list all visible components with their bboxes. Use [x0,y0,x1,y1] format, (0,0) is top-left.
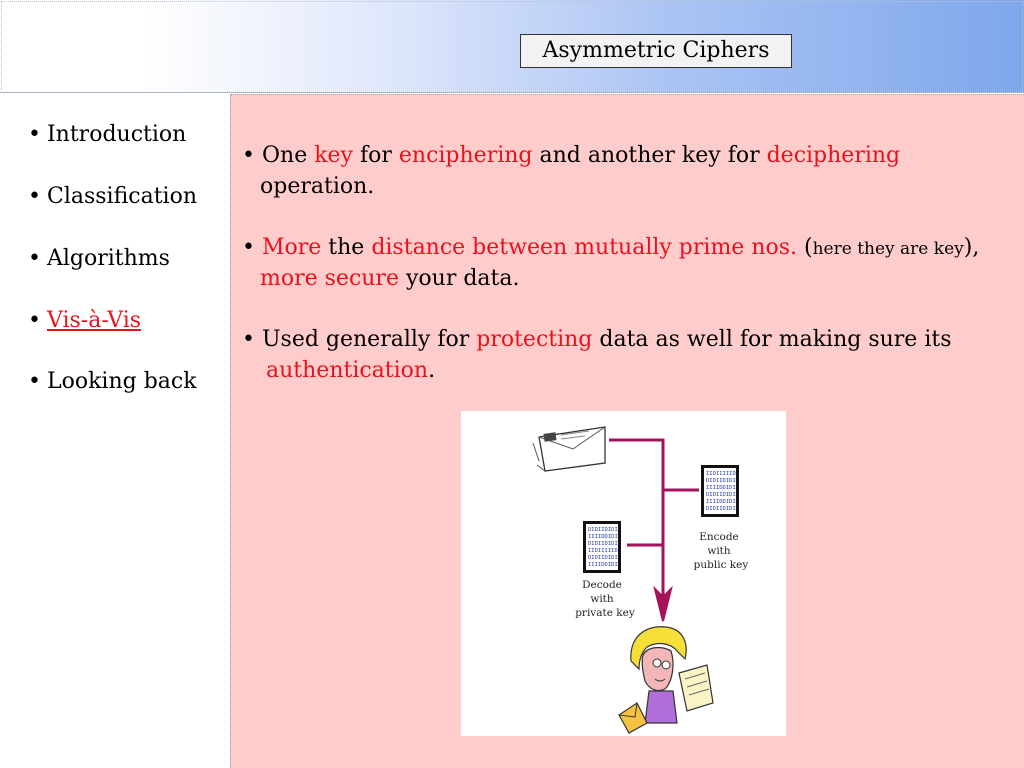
bullet-point-3 [242,324,952,355]
highlight-text: protecting [476,327,593,352]
highlight-text: enciphering [398,143,533,168]
header-frame [1,1,1023,93]
bullet-point-3-continuation [266,355,435,386]
encoded-document-icon [701,465,739,517]
highlight-text: authentication [266,358,429,383]
binary-row: DIDIIDIDI [588,555,618,561]
encode-label-line: with [707,545,731,557]
text: for [352,143,399,168]
bullet: • [28,184,41,209]
binary-row: DIDIIDIDI [588,527,618,533]
binary-row: IIIIDDIDI [588,534,618,540]
bullet-point-2-continuation [260,263,519,294]
highlight-text: deciphering [766,143,901,168]
text: and another key for [532,143,767,168]
decode-label-line: private key [575,607,635,619]
binary-row: IIIIDDIDI [706,485,736,491]
bullet: • [242,327,262,352]
text: your data. [398,266,520,291]
highlight-text: key [314,143,353,168]
highlight-text: distance between mutually prime nos. [371,235,798,260]
slide-header [0,0,1024,93]
encode-label-line: public key [693,559,749,571]
bullet: • [28,122,41,147]
text: data as well for making sure its [592,327,952,352]
text: ( [797,235,813,260]
binary-row: DIDIIDIDI [706,506,736,512]
text: operation. [260,174,375,199]
highlight-text: more secure [260,266,399,291]
sidebar-item-label: Looking back [46,369,197,394]
slide-title: Asymmetric Ciphers [520,34,792,68]
binary-row: DIDIIDIDI [588,541,618,547]
sidebar-item-label: Introduction [46,122,187,147]
bullet-point-2 [242,232,979,265]
bullet: • [242,235,262,260]
binary-row: IIDIIIIID [706,471,736,477]
encryption-diagram [461,411,786,736]
binary-row: IIIIDDIDI [588,562,618,568]
bullet-point-1 [242,140,900,171]
binary-row: DIDIIDIDI [706,492,736,498]
binary-row: IIIIDDIDI [706,499,736,505]
flow-arrow [609,440,699,621]
text: ), [963,235,980,260]
sidebar-item-classification[interactable] [28,184,197,209]
sidebar-nav [0,94,230,768]
bullet-point-1-continuation [260,171,374,202]
text: . [428,358,436,383]
bullet: • [28,308,41,333]
decoded-document-icon [583,521,621,573]
text: the [321,235,372,260]
text: One [261,143,315,168]
text: Used generally for [261,327,477,352]
sidebar-item-vis-a-vis[interactable] [28,308,141,333]
sidebar-item-label: Algorithms [46,246,170,271]
bullet: • [28,369,41,394]
sidebar-item-label: Classification [46,184,197,209]
person-reading-icon [619,627,713,733]
sidebar-item-algorithms[interactable] [28,246,170,271]
decode-label-line: Decode [582,579,622,591]
bullet: • [242,143,262,168]
encryption-illustration [461,411,786,736]
sidebar-item-introduction[interactable] [28,122,186,147]
bullet: • [28,246,41,271]
encode-label-line: Encode [699,531,739,543]
sidebar-item-looking-back[interactable] [28,369,197,394]
binary-row: IIDIIIIID [588,548,618,554]
highlight-text: More [261,235,322,260]
small-text: here they are key [812,239,964,259]
binary-row: DIDIIDIDI [706,478,736,484]
letter-icon [533,427,605,471]
decode-label-line: with [590,593,614,605]
sidebar-item-label-link[interactable]: Vis-à-Vis [46,308,142,333]
